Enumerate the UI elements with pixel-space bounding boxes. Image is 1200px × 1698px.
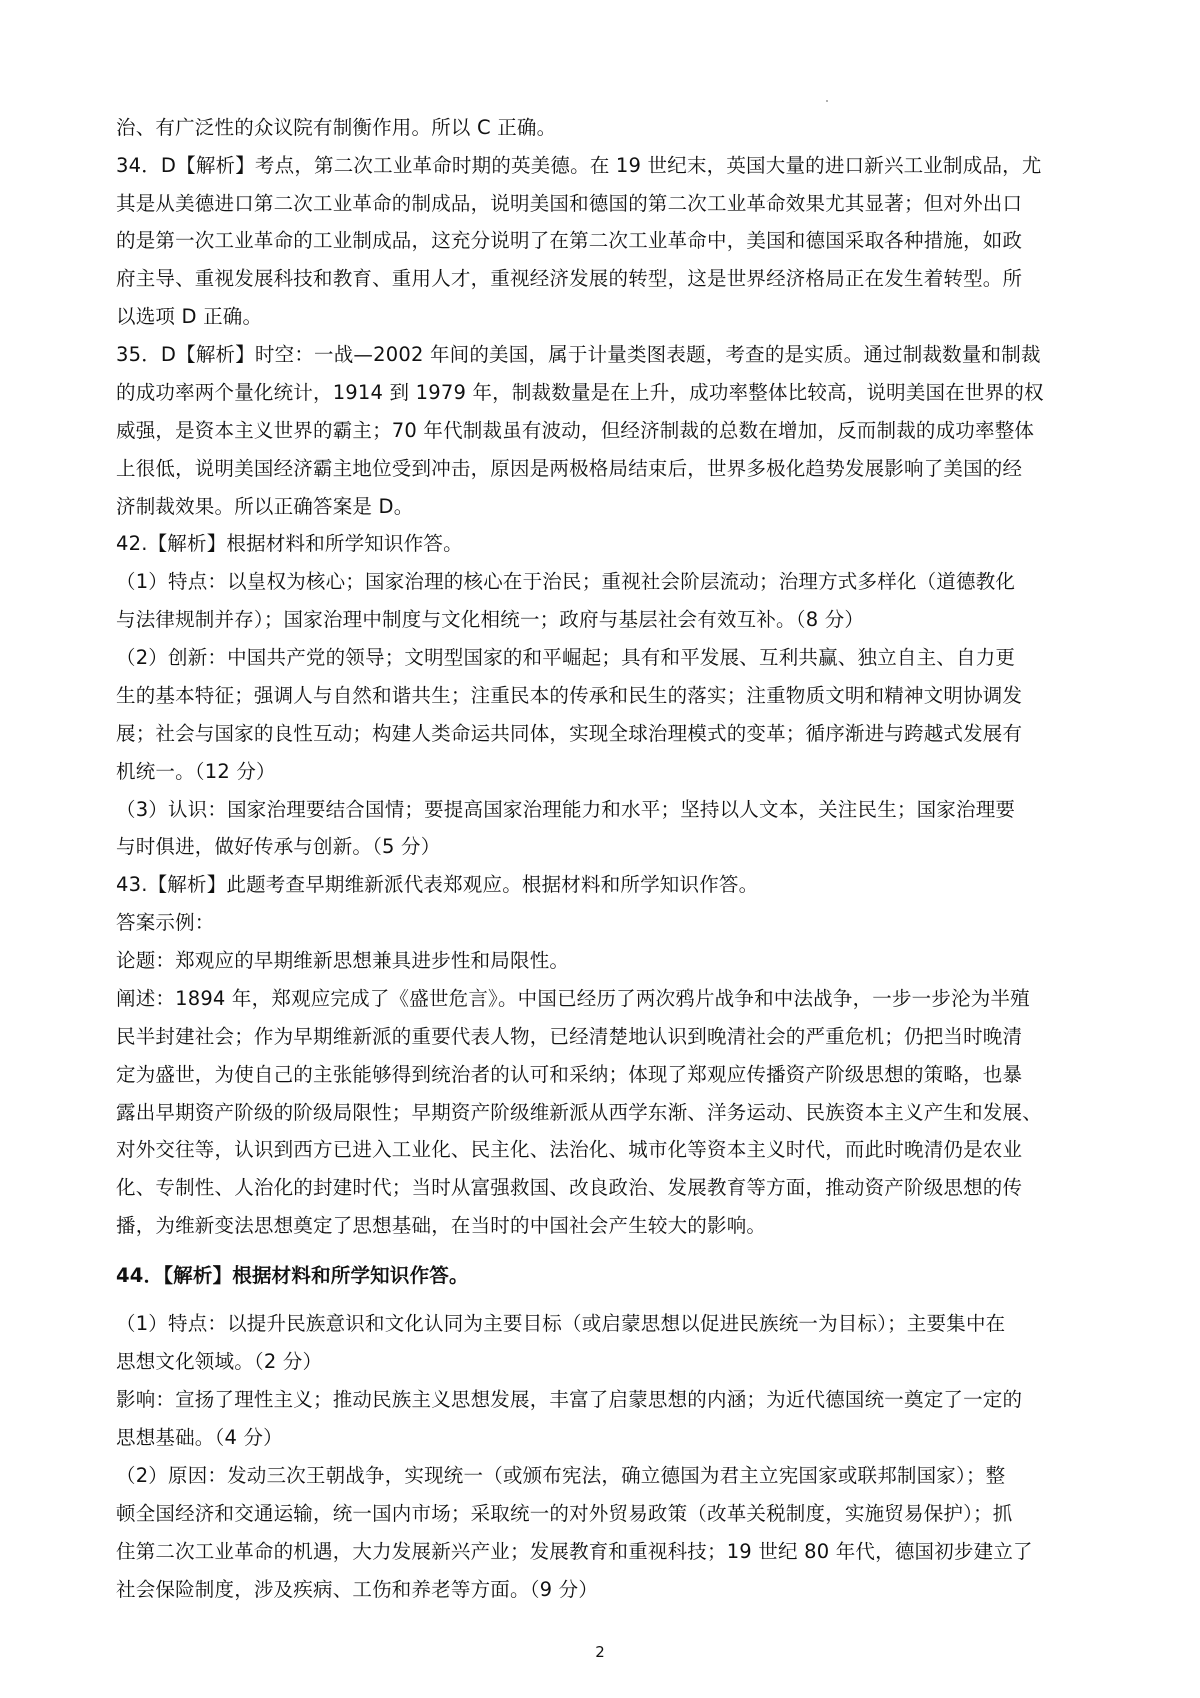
- text-line: 生的基本特征；强调人与自然和谐共生；注重民本的传承和民生的落实；注重物质文明和精神文明协调发: [116, 684, 1023, 707]
- text-line: 上很低，说明美国经济霸主地位受到冲击，原因是两极格局结束后，世界多极化趋势发展影响了美国的经: [116, 457, 1023, 480]
- text-line: 社会保险制度，涉及疾病、工伤和养老等方面。（9 分）: [116, 1578, 599, 1601]
- text-line: 与时俱进，做好传承与创新。（5 分）: [116, 835, 441, 858]
- text-line: 的成功率两个量化统计，1914 到 1979 年，制裁数量是在上升，成功率整体比较高，说明美国在世界的权: [116, 381, 1044, 404]
- text-line: 阐述：1894 年，郑观应完成了《盛世危言》。中国已经历了两次鸦片战争和中法战争，一步一步沦为半殖: [116, 987, 1030, 1010]
- text-line: 定为盛世，为使自己的主张能够得到统治者的认可和采纳；体现了郑观应传播资产阶级思想的策略，也暴: [116, 1063, 1023, 1086]
- text-line: （2）创新：中国共产党的领导；文明型国家的和平崛起；具有和平发展、互利共赢、独立自主、自力更: [116, 646, 1016, 669]
- text-line: 其是从美德进口第二次工业革命的制成品，说明美国和德国的第二次工业革命效果尤其显著；但对外出口: [116, 192, 1023, 215]
- text-line: 播，为维新变法思想奠定了思想基础，在当时的中国社会产生较大的影响。: [116, 1214, 767, 1237]
- text-line: 以选项 D 正确。: [116, 305, 263, 328]
- text-line: 民半封建社会；作为早期维新派的重要代表人物，已经清楚地认识到晚清社会的严重危机；仍把当时晚清: [116, 1025, 1023, 1048]
- text-line: 住第二次工业革命的机遇，大力发展新兴产业；发展教育和重视科技；19 世纪 80 年代，德国初步建立了: [116, 1540, 1033, 1563]
- text-line: 43.【解析】此题考查早期维新派代表郑观应。根据材料和所学知识作答。: [116, 873, 759, 896]
- text-line: 34．D【解析】考点，第二次工业革命时期的英美德。在 19 世纪末，英国大量的进口新兴工业制成品，尤: [116, 154, 1042, 177]
- scan-dot: [826, 100, 828, 102]
- text-line: 威强，是资本主义世界的霸主；70 年代制裁虽有波动，但经济制裁的总数在增加，反而制裁的成功率整体: [116, 419, 1035, 442]
- text-line: 顿全国经济和交通运输，统一国内市场；采取统一的对外贸易政策（改革关税制度，实施贸易保护）；抓: [116, 1502, 1013, 1525]
- text-line: 35．D【解析】时空：一战—2002 年间的美国，属于计量类图表题，考查的是实质。通过制裁数量和制裁: [116, 343, 1041, 366]
- text-line: 影响：宣扬了理性主义；推动民族主义思想发展，丰富了启蒙思想的内涵；为近代德国统一奠定了一定的: [116, 1388, 1023, 1411]
- text-line: 化、专制性、人治化的封建时代；当时从富强救国、改良政治、发展教育等方面，推动资产阶级思想的传: [116, 1176, 1023, 1199]
- text-line: （3）认识：国家治理要结合国情；要提高国家治理能力和水平；坚持以人文本，关注民生；国家治理要: [116, 798, 1016, 821]
- text-line: 对外交往等，认识到西方已进入工业化、民主化、法治化、城市化等资本主义时代，而此时晚清仍是农业: [116, 1138, 1023, 1161]
- text-line: 与法律规制并存）；国家治理中制度与文化相统一；政府与基层社会有效互补。（8 分）: [116, 608, 865, 631]
- text-line: （2）原因：发动三次王朝战争，实现统一（或颁布宪法，确立德国为君主立宪国家或联邦制国家）；整: [116, 1464, 1006, 1487]
- text-line: 论题：郑观应的早期维新思想兼具进步性和局限性。: [116, 949, 570, 972]
- text-line: 42.【解析】根据材料和所学知识作答。: [116, 532, 463, 555]
- text-line: 展；社会与国家的良性互动；构建人类命运共同体，实现全球治理模式的变革；循序渐进与跨越式发展有: [116, 722, 1023, 745]
- section-heading: 44．【解析】根据材料和所学知识作答。: [116, 1264, 469, 1287]
- text-line: 府主导、重视发展科技和教育、重用人才，重视经济发展的转型，这是世界经济格局正在发生着转型。所: [116, 267, 1023, 290]
- text-line: 露出早期资产阶级的阶级局限性；早期资产阶级维新派从西学东渐、洋务运动、民族资本主义产生和发展、: [116, 1101, 1042, 1124]
- text-line: （1）特点：以提升民族意识和文化认同为主要目标（或启蒙思想以促进民族统一为目标）；主要集中在: [116, 1312, 1006, 1335]
- text-line: 答案示例：: [116, 911, 215, 934]
- text-line: （1）特点：以皇权为核心；国家治理的核心在于治民；重视社会阶层流动；治理方式多样化（道德教化: [116, 570, 1016, 593]
- text-line: 治、有广泛性的众议院有制衡作用。所以 C 正确。: [116, 116, 557, 139]
- page-number: 2: [595, 1643, 605, 1661]
- text-line: 思想文化领域。（2 分）: [116, 1350, 323, 1373]
- text-line: 济制裁效果。所以正确答案是 D。: [116, 495, 414, 518]
- text-line: 的是第一次工业革命的工业制成品，这充分说明了在第二次工业革命中，美国和德国采取各种措施，如政: [116, 229, 1023, 252]
- text-line: 机统一。（12 分）: [116, 760, 276, 783]
- text-line: 思想基础。（4 分）: [116, 1426, 283, 1449]
